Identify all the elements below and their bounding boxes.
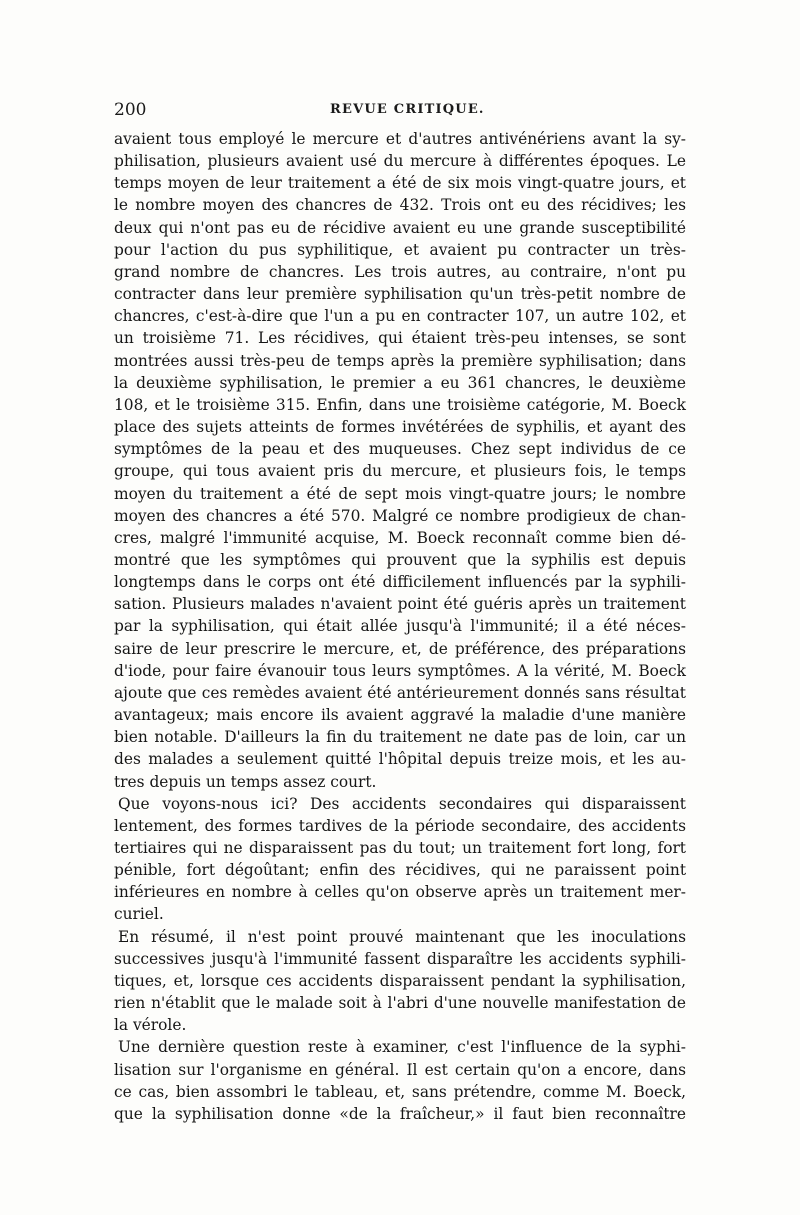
text-line: cres, malgré l'immunité acquise, M. Boeck reconnaît comme bien dé- (114, 528, 686, 547)
text-line: des malades a seulement quitté l'hôpital depuis treize mois, et les au- (114, 750, 686, 769)
text-line: que la syphilisation donne «de la fraîcheur,» il faut bien reconnaître (114, 1104, 686, 1123)
text-line: tiques, et, lorsque ces accidents disparaissent pendant la syphilisation, (114, 971, 686, 990)
text-line: bien notable. D'ailleurs la fin du traitement ne date pas de loin, car un (114, 728, 686, 747)
text-line: tertiaires qui ne disparaissent pas du tout; un traitement fort long, fort (114, 839, 686, 857)
text-line: chancres, c'est-à-dire que l'un a pu en contracter 107, un autre 102, et (114, 307, 686, 326)
text-line: la deuxième syphilisation, le premier a eu 361 chancres, le deuxième (114, 373, 686, 392)
paragraph (114, 793, 686, 926)
text-line: par la syphilisation, qui était allée jusqu'à l'immunité; il a été néces- (114, 617, 686, 636)
page-number: 200 (114, 100, 147, 120)
text-line: sation. Plusieurs malades n'avaient point été guéris après un traitement (114, 595, 686, 614)
text-line: grand nombre de chancres. Les trois autres, au contraire, n'ont pu (114, 262, 686, 281)
text-line: rien n'établit que le malade soit à l'abri d'une nouvelle manifestation de (114, 994, 686, 1013)
text-line: place des sujets atteints de formes invétérées de syphilis, et ayant des (114, 418, 686, 437)
text-line: philisation, plusieurs avaient usé du mercure à différentes époques. Le (114, 152, 686, 171)
text-line: la vérole. (114, 1016, 187, 1035)
text-line: lentement, des formes tardives de la période secondaire, des accidents (114, 816, 686, 835)
text-line: symptômes de la peau et des muqueuses. Chez sept individus de ce (114, 440, 686, 459)
paragraph (114, 926, 686, 1037)
text-line: montré que les symptômes qui prouvent que la syphilis est depuis (114, 550, 686, 569)
text-line: ajoute que ces remèdes avaient été antérieurement donnés sans résultat (114, 683, 686, 702)
text-line: 108, et le troisième 315. Enfin, dans une troisième catégorie, M. Boeck (114, 395, 686, 414)
text-line: moyen des chancres a été 570. Malgré ce nombre prodigieux de chan- (114, 506, 686, 525)
text-line: temps moyen de leur traitement a été de six mois vingt-quatre jours, et (114, 174, 686, 193)
text-line: pour l'action du pus syphilitique, et avaient pu contracter un très- (114, 240, 686, 259)
text-line: lisation sur l'organisme en général. Il est certain qu'on a encore, dans (114, 1060, 686, 1079)
running-head: REVUE CRITIQUE. (330, 102, 485, 117)
text-line: Que voyons-nous ici? Des accidents secondaires qui disparaissent (118, 794, 686, 813)
text-line: pénible, fort dégoûtant; enfin des récidives, qui ne paraissent point (114, 861, 686, 880)
page-header (112, 100, 688, 124)
paragraph (114, 1036, 686, 1125)
text-line: le nombre moyen des chancres de 432. Trois ont eu des récidives; les (114, 196, 686, 215)
text-line: moyen du traitement a été de sept mois vingt-quatre jours; le nombre (114, 484, 686, 503)
text-line: En résumé, il n'est point prouvé maintenant que les inoculations (118, 927, 686, 946)
text-line: tres depuis un temps assez court. (114, 772, 377, 791)
text-line: successives jusqu'à l'immunité fassent disparaître les accidents syphili- (114, 949, 686, 968)
text-line: saire de leur prescrire le mercure, et, de préférence, des préparations (114, 639, 686, 658)
body-text (114, 128, 686, 1125)
text-line: ce cas, bien assombri le tableau, et, sans prétendre, comme M. Boeck, (114, 1082, 686, 1101)
text-line: longtemps dans le corps ont été difficilement influencés par la syphili- (114, 573, 686, 592)
text-line: groupe, qui tous avaient pris du mercure, et plusieurs fois, le temps (114, 462, 686, 481)
text-line: inférieures en nombre à celles qu'on observe après un traitement mer- (114, 883, 686, 902)
paragraph (114, 128, 686, 793)
text-line: un troisième 71. Les récidives, qui étaient très-peu intenses, se sont (114, 329, 686, 348)
text-line: montrées aussi très-peu de temps après la première syphilisation; dans (114, 351, 686, 370)
text-line: deux qui n'ont pas eu de récidive avaient eu une grande susceptibilité (114, 218, 686, 237)
text-line: contracter dans leur première syphilisation qu'un très-petit nombre de (114, 285, 686, 304)
text-line: avaient tous employé le mercure et d'autres antivénériens avant la sy- (114, 130, 686, 148)
text-line: d'iode, pour faire évanouir tous leurs symptômes. A la vérité, M. Boeck (114, 661, 686, 680)
text-line: curiel. (114, 905, 164, 924)
text-line: avantageux; mais encore ils avaient aggravé la maladie d'une manière (114, 706, 686, 725)
text-line: Une dernière question reste à examiner, c'est l'influence de la syphi- (118, 1038, 686, 1057)
